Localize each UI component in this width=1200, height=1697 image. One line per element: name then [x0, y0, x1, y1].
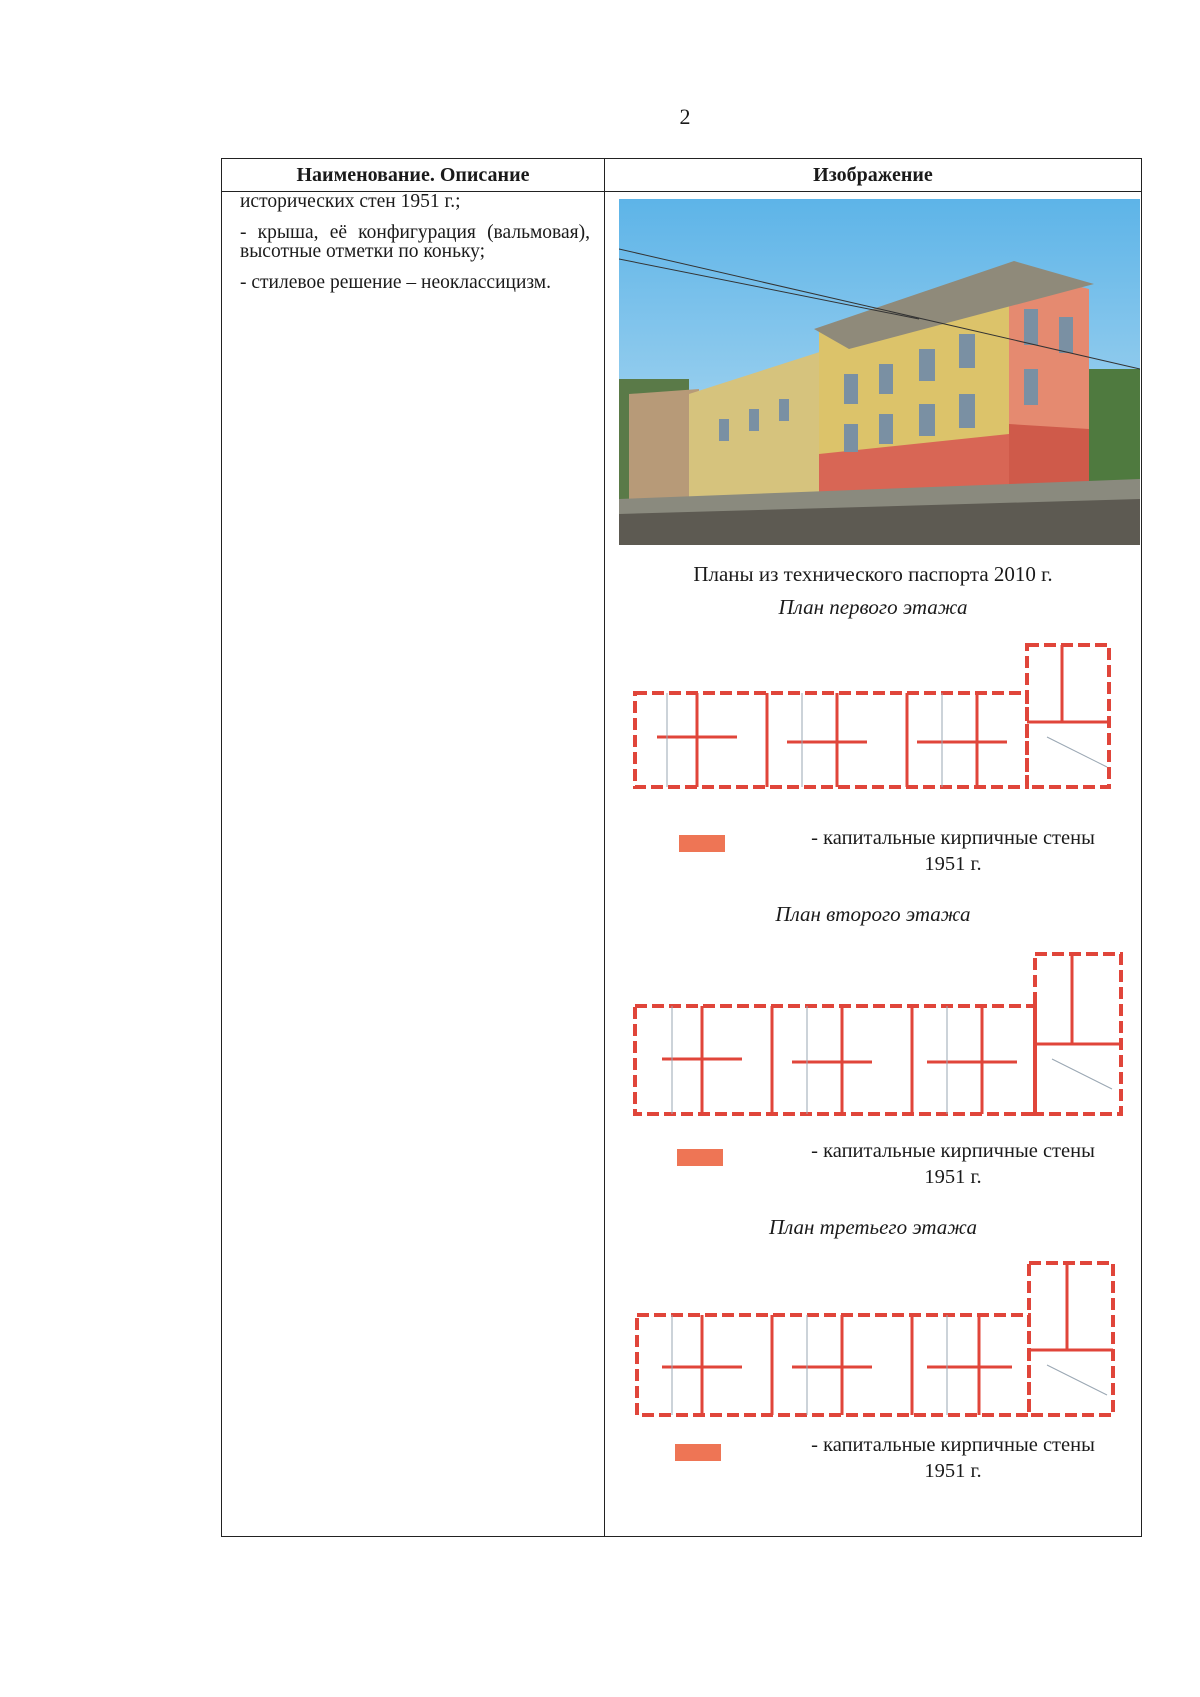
- description-line: исторических стен 1951 г.;: [240, 191, 461, 212]
- plan-caption-2: План второго этажа: [775, 902, 971, 926]
- header-image: Изображение: [813, 164, 933, 186]
- legend-text: - капитальные кирпичные стены: [811, 1140, 1095, 1162]
- plan-caption-1: План первого этажа: [778, 595, 968, 619]
- floor-plan-2: [627, 944, 1137, 1124]
- description-line: - крыша, её конфигурация (вальмовая), высотные отметки по коньку;: [240, 222, 590, 262]
- legend-1: [783, 825, 1123, 877]
- description-line: - стилевое решение – неоклассицизм.: [240, 272, 552, 293]
- plan-caption-3: План третьего этажа: [768, 1215, 978, 1239]
- legend-swatch: [677, 1149, 723, 1166]
- legend-text: - капитальные кирпичные стены: [811, 827, 1095, 849]
- legend-swatch: [675, 1444, 721, 1461]
- description-table: [221, 158, 1142, 1537]
- floor-plan-1: [627, 637, 1137, 807]
- building-photo: [619, 199, 1140, 545]
- plans-title: Планы из технического паспорта 2010 г.: [693, 562, 1053, 586]
- table-header-row: [222, 159, 1141, 192]
- legend-year: 1951 г.: [924, 853, 982, 875]
- description-cell: [222, 192, 604, 304]
- legend-year: 1951 г.: [924, 1460, 982, 1482]
- legend-2: [783, 1138, 1123, 1190]
- legend-swatch: [679, 835, 725, 852]
- page-number: 2: [679, 104, 691, 129]
- legend-3: [783, 1432, 1123, 1484]
- legend-text: - капитальные кирпичные стены: [811, 1434, 1095, 1456]
- image-cell: [605, 192, 1141, 1536]
- floor-plan-3: [627, 1255, 1137, 1425]
- header-name-description: Наименование. Описание: [296, 164, 530, 186]
- legend-year: 1951 г.: [924, 1166, 982, 1188]
